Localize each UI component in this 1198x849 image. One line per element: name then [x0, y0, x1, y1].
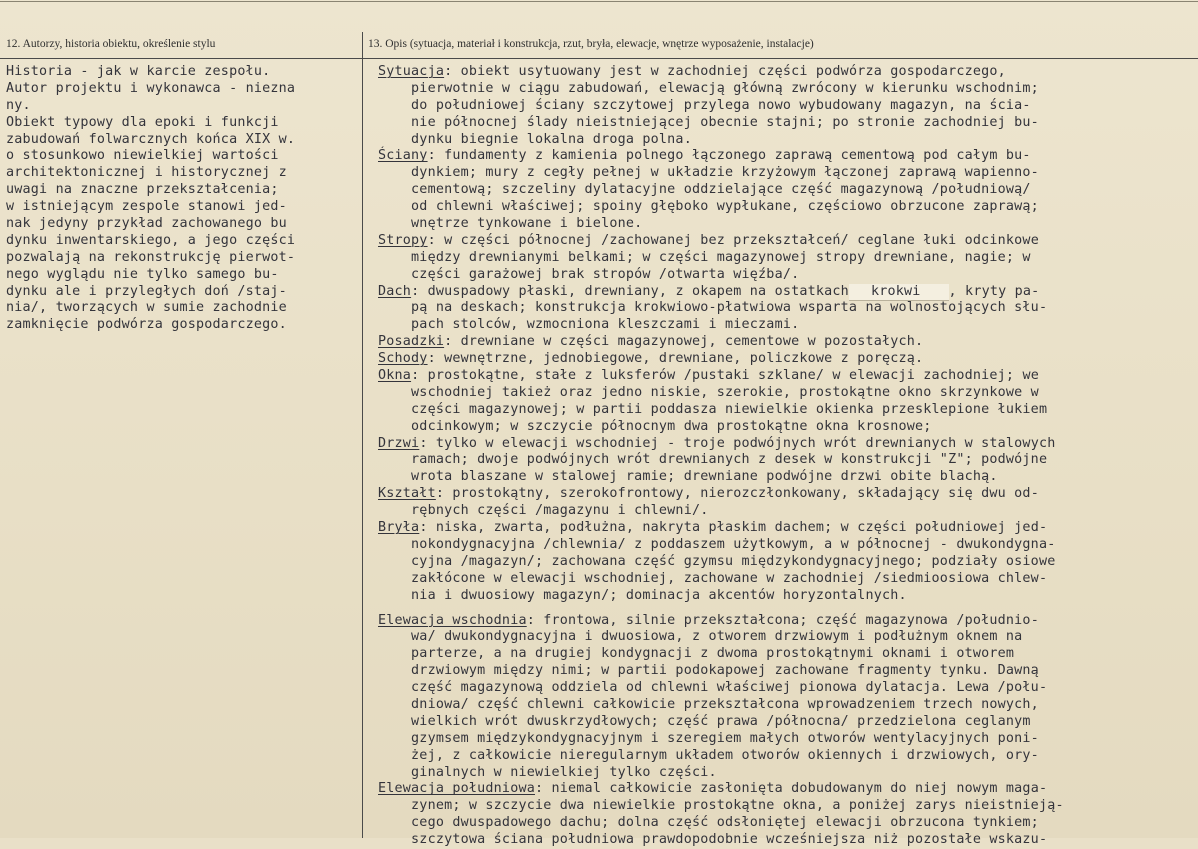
section-heading: Posadzki	[378, 334, 445, 350]
section-heading: Kształt	[378, 486, 436, 502]
description-line	[378, 300, 1193, 317]
history-line: architektonicznej i historycznej z	[6, 165, 287, 181]
description-text: wnętrze tynkowane i bielone.	[378, 216, 643, 232]
description-line	[378, 554, 1193, 571]
description-line	[378, 98, 1193, 115]
history-line: zabudowań folwarcznych końca XIX w.	[6, 131, 296, 147]
description-line	[378, 182, 1193, 199]
section-heading: Stropy	[378, 232, 428, 248]
description-line	[378, 216, 1193, 233]
section-heading-line	[378, 64, 1193, 81]
section-heading-line	[378, 334, 1193, 351]
history-text-column	[6, 64, 295, 334]
description-text: rębnych części /magazynu i chlewni/.	[378, 503, 709, 519]
description-text: między drewnianymi belkami; w części magazynowej stropy drewniane, nagie; w	[378, 249, 1031, 265]
description-line	[378, 452, 1193, 469]
description-text: części garażowej brak stropów /otwarta więźba/.	[378, 266, 800, 282]
section-heading-line	[378, 351, 1193, 368]
section-heading: Okna	[378, 368, 412, 384]
section-heading-line	[378, 233, 1193, 250]
description-line	[378, 798, 1193, 815]
description-line	[378, 537, 1193, 554]
description-text: zynem; w szczycie dwa niewielkie prostokątne okna, a poniżej zarys nieistnieją-	[378, 798, 1064, 814]
header-divider	[0, 58, 1198, 59]
description-text: pach stolców, wzmocniona kleszczami i mieczami.	[378, 317, 800, 333]
description-line	[378, 629, 1193, 646]
history-line: nak jedyny przykład zachowanego bu	[6, 216, 287, 232]
section-heading-line	[378, 368, 1193, 385]
history-line: w istniejącym zespole stanowi jed-	[6, 199, 287, 215]
history-line: nia/, tworzących w sumie zachodnie	[6, 300, 287, 316]
description-text: dynku biegnie lokalna droga polna.	[378, 131, 692, 147]
description-line	[378, 714, 1193, 731]
description-text: dniowa/ część chlewni całkowicie przekształcona wprowadzeniem trzech nowych,	[378, 696, 1039, 712]
history-line: Obiekt typowy dla epoki i funkcji	[6, 114, 279, 130]
description-line	[378, 815, 1193, 832]
section-heading: Ściany	[378, 148, 428, 164]
section-heading-line	[378, 520, 1193, 537]
description-text: : prostokątne, stałe z luksferów /pustaki szklane/ w elewacji zachodniej; we	[411, 368, 1039, 384]
description-text: nia i dwuosiowy magazyn/; dominacja akcentów horyzontalnych.	[378, 587, 907, 603]
description-text: , kryty pa-	[948, 283, 1040, 299]
description-line	[378, 469, 1193, 486]
history-line: uwagi na znaczne przekształcenia;	[6, 182, 279, 198]
description-line	[378, 250, 1193, 267]
section-heading: Dach	[378, 283, 412, 299]
description-text: : wewnętrzne, jednobiegowe, drewniane, policzkowe z poręczą.	[427, 351, 924, 367]
description-text: : w części północnej /zachowanej bez przekształceń/ ceglane łuki odcinkowe	[427, 232, 1039, 248]
section-heading-line	[378, 781, 1193, 798]
description-line	[378, 731, 1193, 748]
description-text: dynkiem; mury z cegły pełnej w układzie krzyżowym łączonej zaprawą wapienno-	[378, 165, 1039, 181]
description-text: ginalnych w niewielkiej tylko części.	[378, 764, 717, 780]
description-text: : drewniane w części magazynowej, cementowe w pozostałych.	[444, 334, 924, 350]
paragraph-gap	[378, 605, 1193, 613]
description-text: pą na deskach; konstrukcja krokwiowo-płatwiowa wsparta na wolnostojących słu-	[378, 300, 1048, 316]
section-heading: Elewacja południowa	[378, 781, 535, 797]
description-line	[378, 588, 1193, 605]
description-line	[378, 199, 1193, 216]
description-text: drzwiowym między nimi; w partii podokapowej zachowane fragmenty tynku. Dawną	[378, 663, 1039, 679]
history-line: zamknięcie podwórza gospodarczego.	[6, 317, 287, 333]
history-line: nego wyglądu nie tylko samego bu-	[6, 266, 279, 282]
description-text: zakłócone w elewacji wschodniej, zachowane w zachodniej /siedmioosiowa chlew-	[378, 570, 1048, 586]
description-line	[378, 663, 1193, 680]
description-line	[378, 503, 1193, 520]
section-heading-line	[378, 486, 1193, 503]
description-text: żej, z całkowicie nieregularnym układem otworów okiennych i drzwiowych, ory-	[378, 747, 1039, 763]
column-divider	[362, 32, 363, 838]
description-text: : prostokątny, szerokofrontowy, nierozczłonkowany, składający się dwu od-	[435, 486, 1039, 502]
description-text: ramach; dwoje podwójnych wrót drewnianych z desek w konstrukcji "Z"; podwójne	[378, 452, 1048, 468]
section-heading: Sytuacja	[378, 64, 445, 79]
description-text: : frontowa, silnie przekształcona; część magazynowa /południo-	[526, 612, 1039, 628]
description-text: : fundamenty z kamienia polnego łączonego zaprawą cementową pod całym bu-	[427, 148, 1031, 164]
section-heading: Schody	[378, 351, 428, 367]
description-text: parterze, a na drugiej kondygnacji z dwoma prostokątnymi oknami i otworem	[378, 646, 1015, 662]
description-line	[378, 571, 1193, 588]
description-text: do południowej ściany szczytowej przylega nowo wybudowany magazyn, na ścia-	[378, 97, 1031, 113]
section-heading: Drzwi	[378, 435, 420, 451]
description-text: wschodniej takież oraz jedno niskie, szerokie, prostokątne okno skrzynkowe w	[378, 384, 1039, 400]
description-line	[378, 267, 1193, 284]
description-text: cementową; szczeliny dylatacyjne oddzielające część magazynową /południową/	[378, 182, 1031, 198]
description-text: : niemal całkowicie zasłonięta dobudowanym do niej nowym maga-	[534, 781, 1048, 797]
section-heading-line	[378, 436, 1193, 453]
description-text: część magazynową oddziela od chlewni właściwej pionowa dylatacja. Lewa /połu-	[378, 680, 1048, 696]
description-text: wa/ dwukondygnacyjna i dwuosiowa, z otworem drzwiowym i podłużnym oknem na	[378, 629, 1023, 645]
history-line: o stosunkowo niewielkiej wartości	[6, 148, 279, 164]
description-line	[378, 680, 1193, 697]
description-line	[378, 748, 1193, 765]
description-line	[378, 646, 1193, 663]
description-text: nokondygnacyjna /chlewnia/ z poddaszem użytkowym, a w północnej - dwukondygna-	[378, 536, 1056, 552]
section-heading: Bryła	[378, 520, 420, 536]
section-13-header: 13. Opis (sytuacja, materiał i konstrukcja, rzut, bryła, elewacje, wnętrze wyposażenie, instalacje)	[368, 38, 814, 50]
description-text: odcinkowym; w szczycie północnym dwa prostokątne okna krosnowe;	[378, 418, 932, 434]
description-text: : niska, zwarta, podłużna, nakryta płaskim dachem; w części południowej jed-	[419, 520, 1048, 536]
description-line	[378, 419, 1193, 436]
description-text: : dwuspadowy płaski, drewniany, z okapem na ostatkach	[411, 283, 849, 299]
filled-blank: krokwi	[849, 284, 949, 302]
section-heading: Elewacja wschodnia	[378, 612, 527, 628]
description-line	[378, 832, 1193, 849]
description-text: gzymsem międzykondygnacyjnym i szeregiem małych otworów wentylacyjnych poni-	[378, 730, 1039, 746]
description-line	[378, 317, 1193, 334]
description-text: od chlewni właściwej; spoiny głęboko wypłukane, częściowo obrzucone zaprawą;	[378, 199, 1039, 215]
description-line	[378, 402, 1193, 419]
section-12-header: 12. Autorzy, historia obiektu, określenie stylu	[6, 38, 216, 50]
description-text: cyjna /magazyn/; zachowana część gzymsu międzykondygnacyjnego; podziały osiowe	[378, 553, 1056, 569]
section-heading-line	[378, 148, 1193, 165]
description-line	[378, 81, 1193, 98]
history-line: dynku inwentarskiego, a jego części	[6, 232, 296, 248]
description-text: : tylko w elewacji wschodniej - troje podwójnych wrót drewnianych w stalowych	[419, 435, 1056, 451]
top-edge-line	[0, 1, 1198, 2]
description-text: cego dwuspadowego dachu; dolna część odsłoniętej elewacji obrzucona tynkiem;	[378, 815, 1039, 831]
description-text: nie północnej ślady nieistniejącej obecnie stajni; po stronie zachodniej bu-	[378, 114, 1039, 130]
history-line: pozwalają na rekonstrukcję pierwot-	[6, 249, 296, 265]
section-heading-line	[378, 613, 1193, 630]
description-text-column	[378, 64, 1193, 849]
description-line	[378, 697, 1193, 714]
description-text: wielkich wrót dwuskrzydłowych; część prawa /północna/ przedzielona ceglanym	[378, 713, 1031, 729]
description-text: wrota blaszane w stalowej ramie; drewniane podwójne drzwi obite blachą.	[378, 469, 998, 485]
history-line: Historia - jak w karcie zespołu.	[6, 64, 271, 79]
history-line: dynku ale i przyległych doń /staj-	[6, 283, 287, 299]
description-line	[378, 765, 1193, 782]
description-line	[378, 132, 1193, 149]
description-text: szczytowa ściana południowa prawdopodobnie wcześniejsza niż pozostałe wskazu-	[378, 832, 1048, 848]
description-text: pierwotnie w ciągu zabudowań, elewacją główną zwrócony w kierunku wschodnim;	[378, 80, 1039, 96]
description-text: : obiekt usytuowany jest w zachodniej części podwórza gospodarczego,	[444, 64, 1006, 79]
section-heading-line	[378, 284, 1193, 301]
description-line	[378, 165, 1193, 182]
description-text: części magazynowej; w partii poddasza niewielkie okienka przesklepione łukiem	[378, 401, 1048, 417]
description-line	[378, 115, 1193, 132]
description-line	[378, 385, 1193, 402]
history-line: ny.	[6, 97, 31, 113]
history-line: Autor projektu i wykonawca - niezna	[6, 80, 296, 96]
